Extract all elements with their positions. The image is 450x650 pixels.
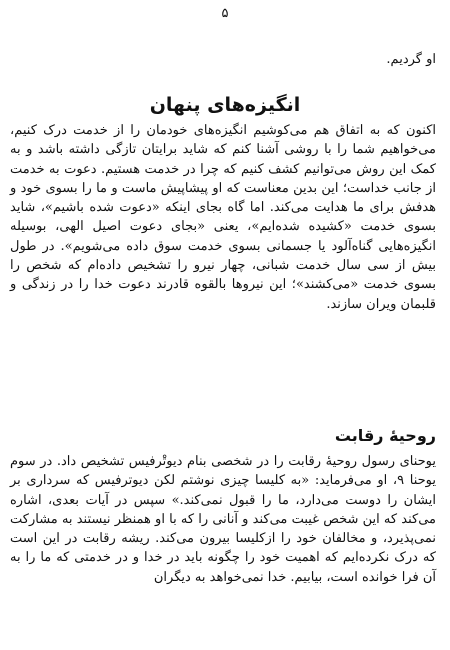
- intro-line: او گردیم.: [386, 52, 436, 67]
- paragraph-hidden-motives: اکنون که به اتفاق هم می‌کوشیم انگیزه‌های خودمان را از خدمت درک کنیم، می‌خواهیم شما را با روشی آشنا کنم که شاید برایتان تازگی داشته باشد و به کمک این روش می‌توانیم کشف کنیم که چرا در خدمت هستیم. دعوت به خدمت از جانب خداست؛ این بدین معناست که او پیشاپیش ماست و ما را بسوی خود و هدفش برای ما هدایت می‌کند. اما گاه بجای اینکه «دعوت شده باشیم»، شاید بسوی خدمت «کشیده شده‌ایم»، یعنی «بجای دعوت اصیل الهی، بوسیله انگیزه‌هایی گناه‌آلود یا جسمانی بسوی خدمت سوق داده می‌شویم». در طول بیش از سی سال خدمت شبانی، چهار نیرو را تشخیص داده‌ام که شخص را بسوی خدمت «می‌کشند»؛ این نیروها بالقوه قادرند دعوت خدا را در زندگی و قلبمان ویران سازند.: [10, 123, 436, 312]
- section-heading-hidden-motives: انگیزه‌های پنهان: [149, 94, 301, 116]
- section-heading-competition: روحیهٔ رقابت: [334, 426, 436, 445]
- paragraph-competition: یوحنای رسول روحیهٔ رقابت را در شخصی بنام دیوتْرفیس تشخیص داد. در سوم یوحنا ۹، او می‌فرماید: «به کلیسا چیزی نوشتم لکن دیوترفیس که سرداری بر ایشان را دوست می‌دارد، ما را قبول نمی‌کند.» سپس در آیات بعدی، اشاره می‌کند که این شخص غیبت می‌کند و آنانی را که با او همنظر نیستند به مشارکت نمی‌پذیرد، و مخالفان خود را ازکلیسا بیرون می‌کند. ریشه رقابت در این است که درک نکرده‌ایم که اهمیت خود را چگونه باید در خدا و در خدمتی که ما را به آن فرا خوانده است، بیابیم. خدا نمی‌خواهد به دیگران: [10, 454, 436, 585]
- page-number: ۵: [221, 6, 229, 21]
